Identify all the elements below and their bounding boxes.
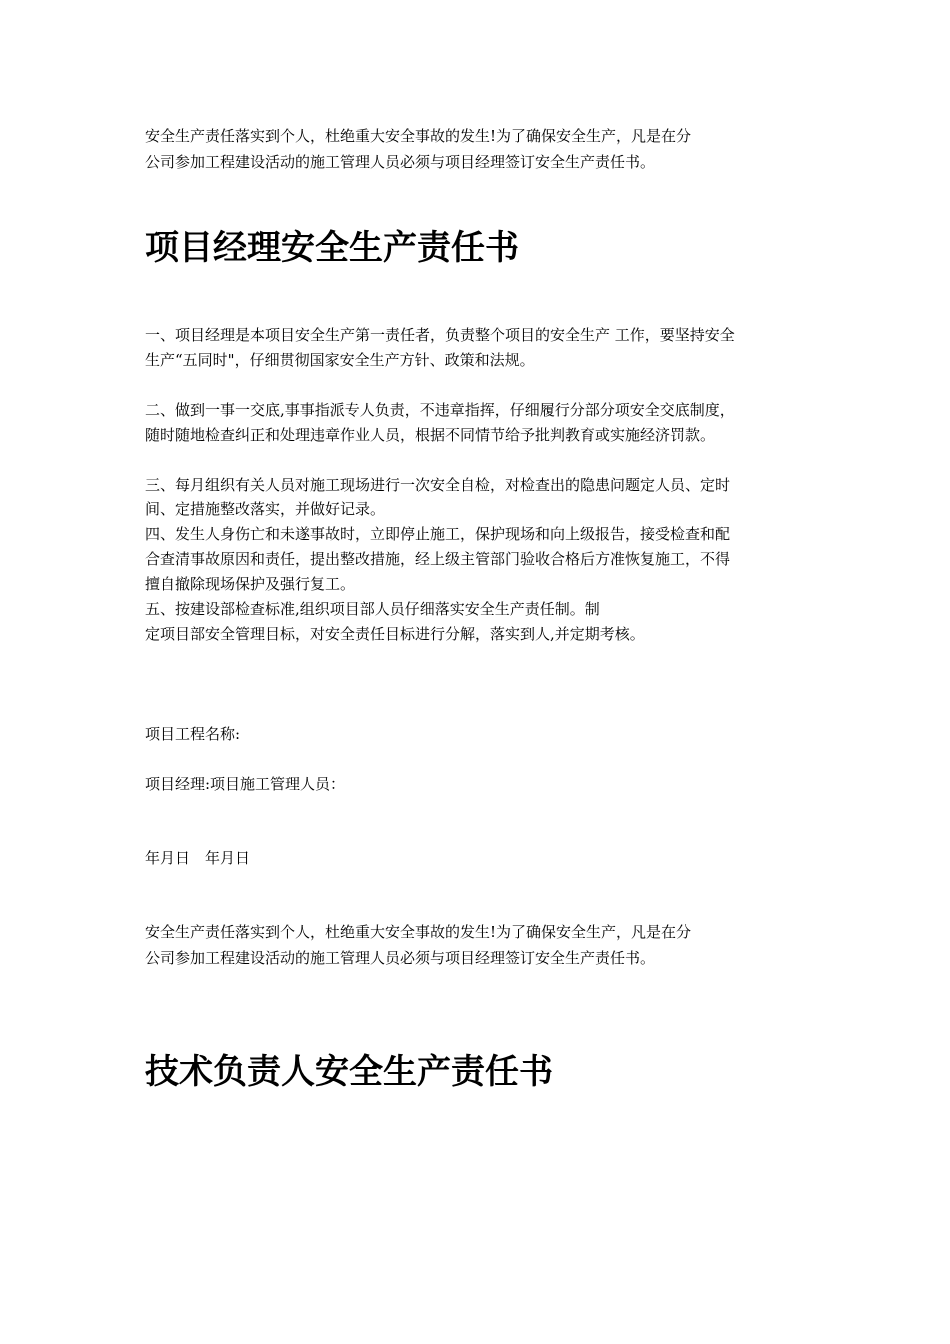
clause-4-line-2: 合查清事故原因和责任，提出整改措施，经上级主管部门验收合格后方准恢复施工，不得 bbox=[145, 550, 731, 568]
clause-5-line-1: 五、按建设部检查标准,组织项目部人员仔细落实安全生产责任制。制 bbox=[145, 600, 600, 618]
clause-2-line-1: 二、做到一事一交底,事事指派专人负责，不违章指挥，仔细履行分部分项安全交底制度， bbox=[145, 401, 735, 419]
clause-4-line-3: 擅自撤除现场保护及强行复工。 bbox=[145, 575, 356, 593]
clause-2-line-2: 随时随地检查纠正和处理违章作业人员，根据不同情节给予批判教育或实施经济罚款。 bbox=[145, 426, 716, 444]
clause-1-line-2: 生产“五同时"，仔细贯彻国家安全生产方针、政策和法规。 bbox=[145, 351, 535, 369]
intro-paragraph-2-line-1: 安全生产责任落实到个人，杜绝重大安全事故的发生!为了确保安全生产，凡是在分 bbox=[145, 923, 692, 941]
date-fields: 年月日 年月日 bbox=[145, 849, 251, 867]
document-title-project-manager: 项目经理安全生产责任书 bbox=[145, 228, 519, 268]
clause-3-line-2: 间、定措施整改落实，并做好记录。 bbox=[145, 500, 386, 518]
clause-5-line-2: 定项目部安全管理目标，对安全责任目标进行分解，落实到人,并定期考核。 bbox=[145, 625, 645, 643]
clause-3-line-1: 三、每月组织有关人员对施工现场进行一次安全自检，对检查出的隐患问题定人员、定时 bbox=[145, 476, 731, 494]
clause-4-line-1: 四、发生人身伤亡和未遂事故时，立即停止施工，保护现场和向上级报告，接受检查和配 bbox=[145, 525, 731, 543]
intro-paragraph-line-2: 公司参加工程建设活动的施工管理人员必须与项目经理签订安全生产责任书。 bbox=[145, 153, 656, 171]
intro-paragraph-2-line-2: 公司参加工程建设活动的施工管理人员必须与项目经理签订安全生产责任书。 bbox=[145, 949, 656, 967]
document-title-technical-lead: 技术负责人安全生产责任书 bbox=[145, 1052, 553, 1092]
project-name-field: 项目工程名称: bbox=[145, 725, 241, 743]
manager-signature-field: 项目经理:项目施工管理人员： bbox=[145, 775, 346, 793]
intro-paragraph-line-1: 安全生产责任落实到个人，杜绝重大安全事故的发生!为了确保安全生产，凡是在分 bbox=[145, 127, 692, 145]
clause-1-line-1: 一、项目经理是本项目安全生产第一责任者，负责整个项目的安全生产 工作，要坚持安全 bbox=[145, 326, 735, 344]
